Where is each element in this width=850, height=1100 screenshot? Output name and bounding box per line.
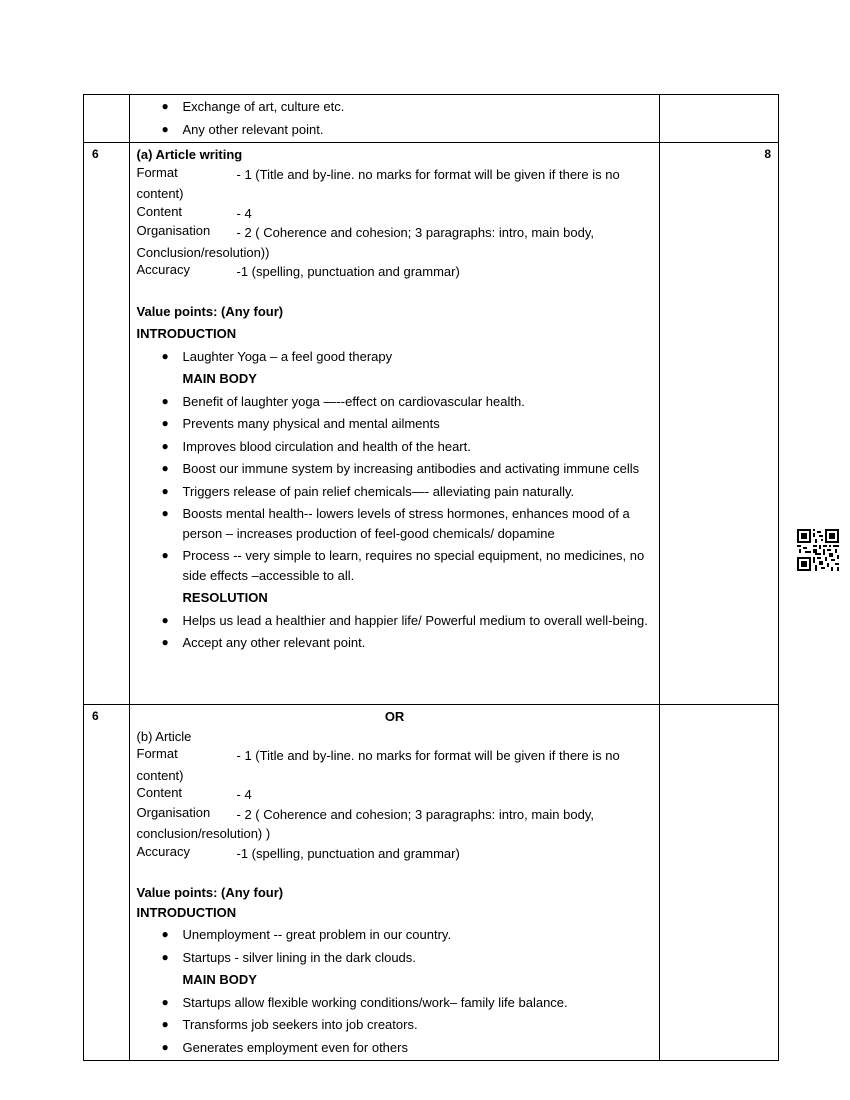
list-item-text: Laughter Yoga – a feel good therapy xyxy=(182,348,393,364)
list-item xyxy=(137,97,653,117)
format-text: - 1 (Title and by-line. no marks for format will be given if there is no xyxy=(236,166,620,182)
bullet-icon: ● xyxy=(161,949,169,964)
list-item-text: Improves blood circulation and health of the heart. xyxy=(182,438,471,454)
list-item xyxy=(137,347,653,367)
answer-cell xyxy=(129,95,659,143)
list-item xyxy=(137,437,653,457)
list-item-text: Helps us lead a healthier and happier life/ Powerful medium to overall well-being. xyxy=(182,612,648,628)
list-item-text: Unemployment -- great problem in our country. xyxy=(182,927,452,942)
list-item xyxy=(137,459,653,479)
list-item-text: Any other relevant point. xyxy=(182,121,324,137)
list-item xyxy=(137,1038,653,1058)
list-item xyxy=(137,948,653,968)
content-text: - 4 xyxy=(236,787,252,802)
format-row xyxy=(137,165,653,185)
bullet-icon: ● xyxy=(161,612,169,627)
list-item-text: Benefit of laughter yoga —--effect on cardiovascular health. xyxy=(182,393,525,409)
organisation-continuation: conclusion/resolution) ) xyxy=(136,826,271,841)
resolution-heading: RESOLUTION xyxy=(182,590,268,605)
organisation-text: - 2 ( Coherence and cohesion; 3 paragraphs: intro, main body, xyxy=(236,806,594,822)
bullet-icon: ● xyxy=(161,393,169,408)
bullet-icon: ● xyxy=(161,548,169,562)
bullet-icon: ● xyxy=(161,1017,169,1031)
list-item-text: Startups - silver lining in the dark clouds. xyxy=(182,949,416,965)
list-item-text: Prevents many physical and mental ailments xyxy=(182,416,440,431)
format-label: Format xyxy=(136,746,178,761)
bullet-icon: ● xyxy=(161,635,169,649)
list-item xyxy=(137,1015,653,1035)
list-item-text: Exchange of art, culture etc. xyxy=(182,99,345,114)
table-row-question-6b xyxy=(84,705,779,1061)
content-label: Content xyxy=(136,785,183,800)
introduction-heading: INTRODUCTION xyxy=(136,904,237,920)
marks-cell xyxy=(659,95,778,143)
bullet-icon: ● xyxy=(161,927,169,941)
table-row-question-6a xyxy=(84,143,779,705)
list-item xyxy=(137,611,653,631)
accuracy-text: -1 (spelling, punctuation and grammar) xyxy=(236,264,460,279)
bullet-icon: ● xyxy=(161,506,169,520)
body-bullet-list xyxy=(137,392,653,586)
bullet-icon: ● xyxy=(161,416,169,430)
bullet-icon: ● xyxy=(161,461,169,475)
section-heading: (a) Article writing xyxy=(136,147,243,162)
body-bullet-list xyxy=(137,993,653,1058)
table-row-continuation xyxy=(84,95,779,143)
bullet-icon: ● xyxy=(161,1039,169,1054)
format-text: - 1 (Title and by-line. no marks for format will be given if there is no xyxy=(236,748,620,763)
format-label: Format xyxy=(136,164,178,180)
accuracy-text: -1 (spelling, punctuation and grammar) xyxy=(236,845,460,861)
resolution-bullet-list xyxy=(137,611,653,653)
introduction-heading: INTRODUCTION xyxy=(136,326,237,341)
main-body-heading: MAIN BODY xyxy=(182,972,257,987)
answer-cell xyxy=(129,705,659,1061)
organisation-continuation: Conclusion/resolution)) xyxy=(136,244,270,260)
list-item xyxy=(137,993,653,1013)
accuracy-label: Accuracy xyxy=(136,262,190,277)
bullet-icon: ● xyxy=(161,438,169,453)
or-label: OR xyxy=(384,709,405,724)
marks-cell xyxy=(659,705,778,1061)
content-row xyxy=(137,204,653,224)
content-row xyxy=(137,785,653,805)
question-number: 6 xyxy=(84,143,130,705)
question-number-cell xyxy=(84,95,130,143)
bullet-icon: ● xyxy=(161,994,169,1009)
list-item-text: Transforms job seekers into job creators. xyxy=(182,1017,418,1032)
organisation-text: - 2 ( Coherence and cohesion; 3 paragraphs: intro, main body, xyxy=(236,225,594,240)
organisation-label: Organisation xyxy=(136,804,211,820)
intro-bullet-list xyxy=(137,347,653,367)
accuracy-row xyxy=(137,262,653,282)
list-item-text: Process -- very simple to learn, requires no special equipment, no medicines, no side effects –accessible to all. xyxy=(182,548,645,583)
accuracy-label: Accuracy xyxy=(136,843,190,859)
format-continuation: content) xyxy=(136,767,184,783)
list-item xyxy=(137,482,653,502)
accuracy-row xyxy=(137,844,653,864)
section-heading: (b) Article xyxy=(136,728,192,744)
value-points-heading: Value points: (Any four) xyxy=(136,885,284,900)
intro-bullet-list xyxy=(137,925,653,967)
organisation-label: Organisation xyxy=(136,223,211,238)
list-item xyxy=(137,925,653,945)
bullet-icon: ● xyxy=(161,348,169,363)
list-item-text: Triggers release of pain relief chemicals—- alleviating pain naturally. xyxy=(182,483,575,499)
format-continuation: content) xyxy=(136,186,184,201)
list-item-text: Startups allow flexible working conditions/work– family life balance. xyxy=(182,994,568,1010)
bullet-icon: ● xyxy=(161,121,169,136)
content-label: Content xyxy=(136,203,183,219)
bullet-icon: ● xyxy=(161,483,169,498)
marking-scheme-table xyxy=(83,94,779,1061)
list-item-text: Boost our immune system by increasing antibodies and activating immune cells xyxy=(182,461,640,476)
list-item xyxy=(137,546,653,585)
list-item xyxy=(137,504,653,543)
list-item-text: Boosts mental health-- lowers levels of stress hormones, enhances mood of a person – increases production of feel-good chemicals/ dopamine xyxy=(182,506,630,541)
list-item xyxy=(137,414,653,434)
bullet-list xyxy=(137,97,653,139)
value-points-heading: Value points: (Any four) xyxy=(136,303,284,319)
list-item-text: Generates employment even for others xyxy=(182,1039,408,1055)
question-number: 6 xyxy=(84,705,130,1061)
marks-value: 8 xyxy=(659,143,778,705)
content-text: - 4 xyxy=(236,205,252,221)
format-row xyxy=(137,746,653,766)
list-item xyxy=(137,392,653,412)
list-item xyxy=(137,120,653,140)
list-item-text: Accept any other relevant point. xyxy=(182,635,366,650)
answer-cell xyxy=(129,143,659,705)
organisation-row xyxy=(137,805,653,825)
list-item xyxy=(137,633,653,653)
organisation-row xyxy=(137,223,653,243)
qr-code-icon xyxy=(797,529,839,571)
main-body-heading: MAIN BODY xyxy=(182,371,257,386)
bullet-icon: ● xyxy=(161,99,169,113)
